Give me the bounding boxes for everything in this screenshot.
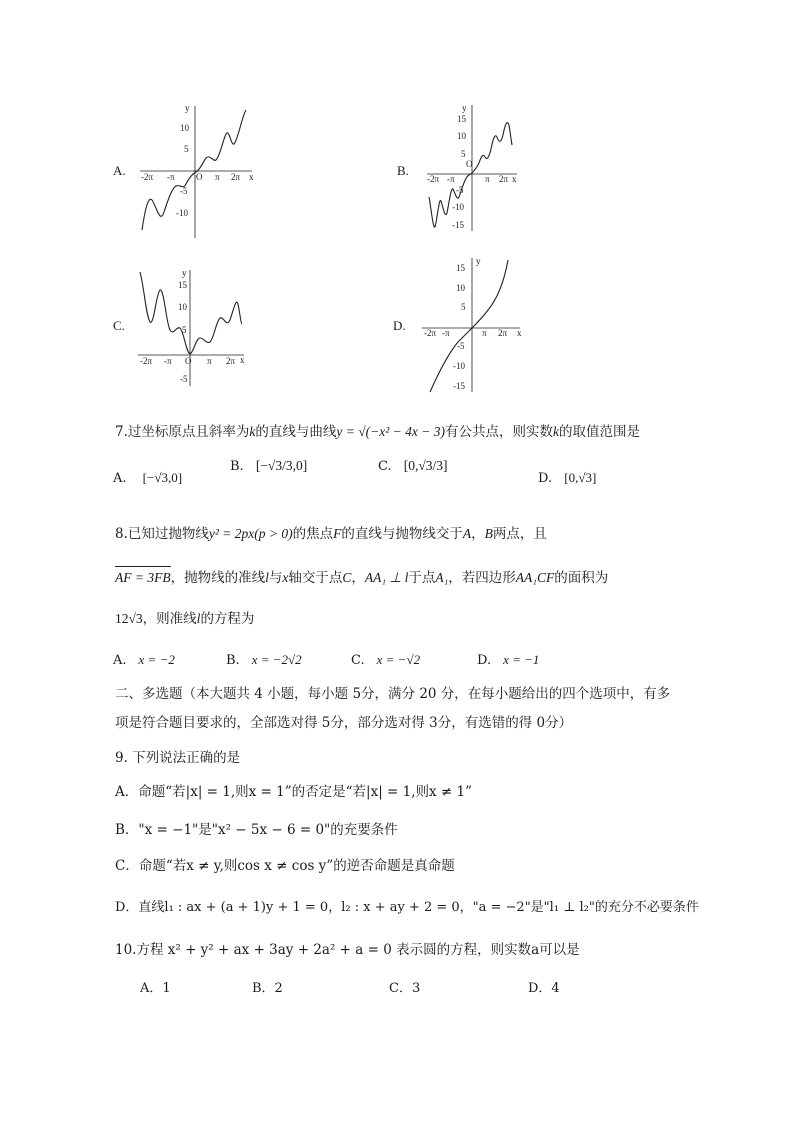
q8-option-b-label: B. [226,653,240,668]
q7-k: k [249,424,256,439]
graph-c-xtick: π [207,356,212,366]
graph-a-ytick: 10 [180,123,189,133]
graph-d-xtick: -π [442,328,450,338]
q8-option-c [351,652,420,668]
graph-b-xtick: 2π [499,174,509,184]
q8-text: ， [351,570,365,586]
graph-a [130,100,260,240]
q10-option-b: B．2 [252,981,283,996]
graph-b-xtick: -2π [427,174,440,184]
graph-a-xtick: π [215,172,220,182]
q7-option-d-label: D. [538,471,553,486]
q7-option-d [538,470,596,486]
q9-option-d: D．直线l₁ : ax + (a + 1)y + 1 = 0，l₂ : x + ay + 2 = 0，"a = −2"是"l₁ ⊥ l₂"的充分不必要条件 [115,900,699,915]
graph-d-ytick: 15 [456,263,465,273]
graph-b-ytick: 10 [457,131,466,141]
graph-c-xtick: -π [164,356,172,366]
q8-parabola-eq: y² = 2px(p > 0) [208,526,293,541]
q7-text: 的直线与曲线 [255,424,337,440]
q7-text: 的取值范围是 [559,424,641,440]
graph-b [425,103,525,233]
q8-point-b: B [484,526,493,541]
q8-area: 12√3 [115,611,143,626]
graph-d [420,254,530,394]
q8-text: ，则准线 [142,611,197,627]
q7-option-b [230,458,307,474]
q8-text: 的焦点 [292,526,334,542]
q9-option-b: B．"x = −1"是"x² − 5x − 6 = 0"的充要条件 [115,822,398,838]
question-7-stem [115,422,640,442]
graph-c-curve [140,272,242,354]
q8-quadrilateral: AA₁CF [515,570,555,585]
q8-line-l: l [265,570,269,585]
graph-d-ytick: -15 [453,381,465,391]
graph-a-xtick: 2π [231,172,241,182]
question-8-line-2 [115,568,608,588]
q8-point-a: A [462,526,472,541]
q8-option-c-value: x = −√2 [376,652,421,667]
graph-b-xtick: π [485,174,490,184]
graph-c-ytick: 5 [182,325,187,335]
graph-d-curve [430,260,508,392]
graph-d-xtick: -2π [424,328,437,338]
graph-a-ytick: -10 [176,208,188,218]
graph-a-ytick: -5 [180,186,188,196]
q8-option-d [477,652,539,668]
graph-b-ytick: -15 [452,220,464,230]
q7-option-c [378,458,448,474]
graph-a-ytick: 5 [184,144,189,154]
q8-option-b [226,652,302,668]
graph-a-y-label: y [185,103,190,113]
graph-d-ytick: 5 [461,302,466,312]
graph-a-curve [142,110,246,230]
q8-option-d-label: D. [477,653,492,668]
q10-option-a: A．1 [140,981,171,996]
graph-option-c-label: C. [113,318,125,333]
q8-text: 与 [268,570,283,586]
q7-option-d-value: [0,√3] [564,470,597,485]
q7-option-b-value: [−√3/3,0] [255,458,308,473]
graph-c-xtick: O [185,356,192,366]
graph-b-x-label: x [512,174,517,184]
question-9-stem: 9. 下列说法正确的是 [115,750,241,766]
q7-text: 有公共点，则实数 [445,424,554,440]
q8-text: 的面积为 [554,570,609,586]
q8-text: ，抛物线的准线 [170,570,266,586]
q10-option-d: D．4 [528,981,560,996]
graph-b-ytick: 15 [457,114,466,124]
section-2-heading-line-2: 项是符合题目要求的，全部选对得 5分，部分选对得 3分，有选错的得 0分） [115,715,573,731]
q8-text: ，若四边形 [448,570,516,586]
q8-vector-relation: AF = 3FB [115,568,171,588]
graph-option-a-label: A. [113,163,126,178]
graph-a-xtick: -π [167,172,175,182]
graph-b-ytick: -5 [456,185,464,195]
graph-b-ytick: -10 [452,202,464,212]
q9-option-a: A．命题“若|x| = 1,则x = 1”的否定是“若|x| = 1,则x ≠ 1” [115,784,473,800]
graph-c-xtick: -2π [140,356,153,366]
q8-text: 两点，且 [492,526,547,542]
q10-option-c: C．3 [389,981,421,996]
graph-b-xtick: -π [447,174,455,184]
graph-b-xtick: O [466,159,473,169]
q8-point-a1: A₁ [435,570,449,585]
q8-point-f: F [333,526,342,541]
graph-c-x-label: x [240,355,245,365]
q9-option-c: C．命题“若x ≠ y,则cos x ≠ cos y”的逆否命题是真命题 [115,858,455,874]
q7-option-b-label: B. [230,459,244,474]
q8-text: 8.已知过抛物线 [115,526,209,542]
q7-text: 7.过坐标原点且斜率为 [115,424,250,440]
q7-option-c-label: C. [378,459,392,474]
q7-option-a-value: [−√3,0] [142,470,183,485]
graph-a-x-label: x [249,172,254,182]
q8-line-l: l [196,611,201,626]
graph-d-x-label: x [517,328,522,338]
q8-text: 的直线与抛物线交于 [341,526,463,542]
graph-c-y-label: y [182,268,187,278]
section-2-heading-line-1: 二、多选题（本大题共 4 小题，每小题 5分，满分 20 分，在每小题给出的四个选项中，有多 [115,686,671,702]
question-10-stem: 10.方程 x² + y² + ax + 3ay + 2a² + a = 0 表示圆的方程，则实数a可以是 [115,942,580,958]
q8-text: 轴交于点 [288,570,343,586]
question-8-line-1: 8.已知过抛物线y² = 2px(p > 0)的焦点F的直线与抛物线交于A，B两点，且 [115,526,547,542]
graph-option-d-label: D. [393,318,406,333]
q8-option-a-label: A. [113,653,127,668]
q8-perp: AA₁ ⊥ l [364,570,409,585]
graph-d-y-label: y [476,256,481,266]
q7-option-a-label: A. [113,471,127,486]
q7-option-c-value: [0,√3/3] [403,458,448,473]
graph-c-xtick: 2π [226,356,236,366]
q7-k: k [553,424,560,439]
graph-c-ytick: 10 [178,302,187,312]
q8-option-b-value: x = −2√2 [251,652,302,667]
q8-x: x [282,570,289,585]
q8-text: 于点 [408,570,436,586]
q7-option-a [113,470,182,486]
graph-c-ytick: -5 [180,374,188,384]
graph-option-b-label: B. [397,163,409,178]
graph-a-xtick: O [196,172,203,182]
graph-d-xtick: 2π [498,328,508,338]
graph-b-y-label: y [462,103,467,113]
graph-d-ytick: -5 [457,341,465,351]
graph-c [132,268,252,388]
graph-d-ytick: -10 [453,361,465,371]
q8-option-a [113,652,175,668]
q8-option-c-label: C. [351,653,365,668]
question-8-line-3 [115,609,254,629]
graph-d-xtick: π [482,328,487,338]
graph-d-ytick: 10 [456,283,465,293]
q8-option-d-value: x = −1 [503,652,540,667]
graph-b-ytick: 5 [461,149,466,159]
q7-curve: y = √(−x² − 4x − 3) [336,424,446,439]
q8-point-c: C [342,570,352,585]
graph-a-xtick: -2π [141,172,154,182]
graph-c-ytick: 15 [178,280,187,290]
q8-text: 的方程为 [200,611,255,627]
q8-option-a-value: x = −2 [138,652,175,667]
